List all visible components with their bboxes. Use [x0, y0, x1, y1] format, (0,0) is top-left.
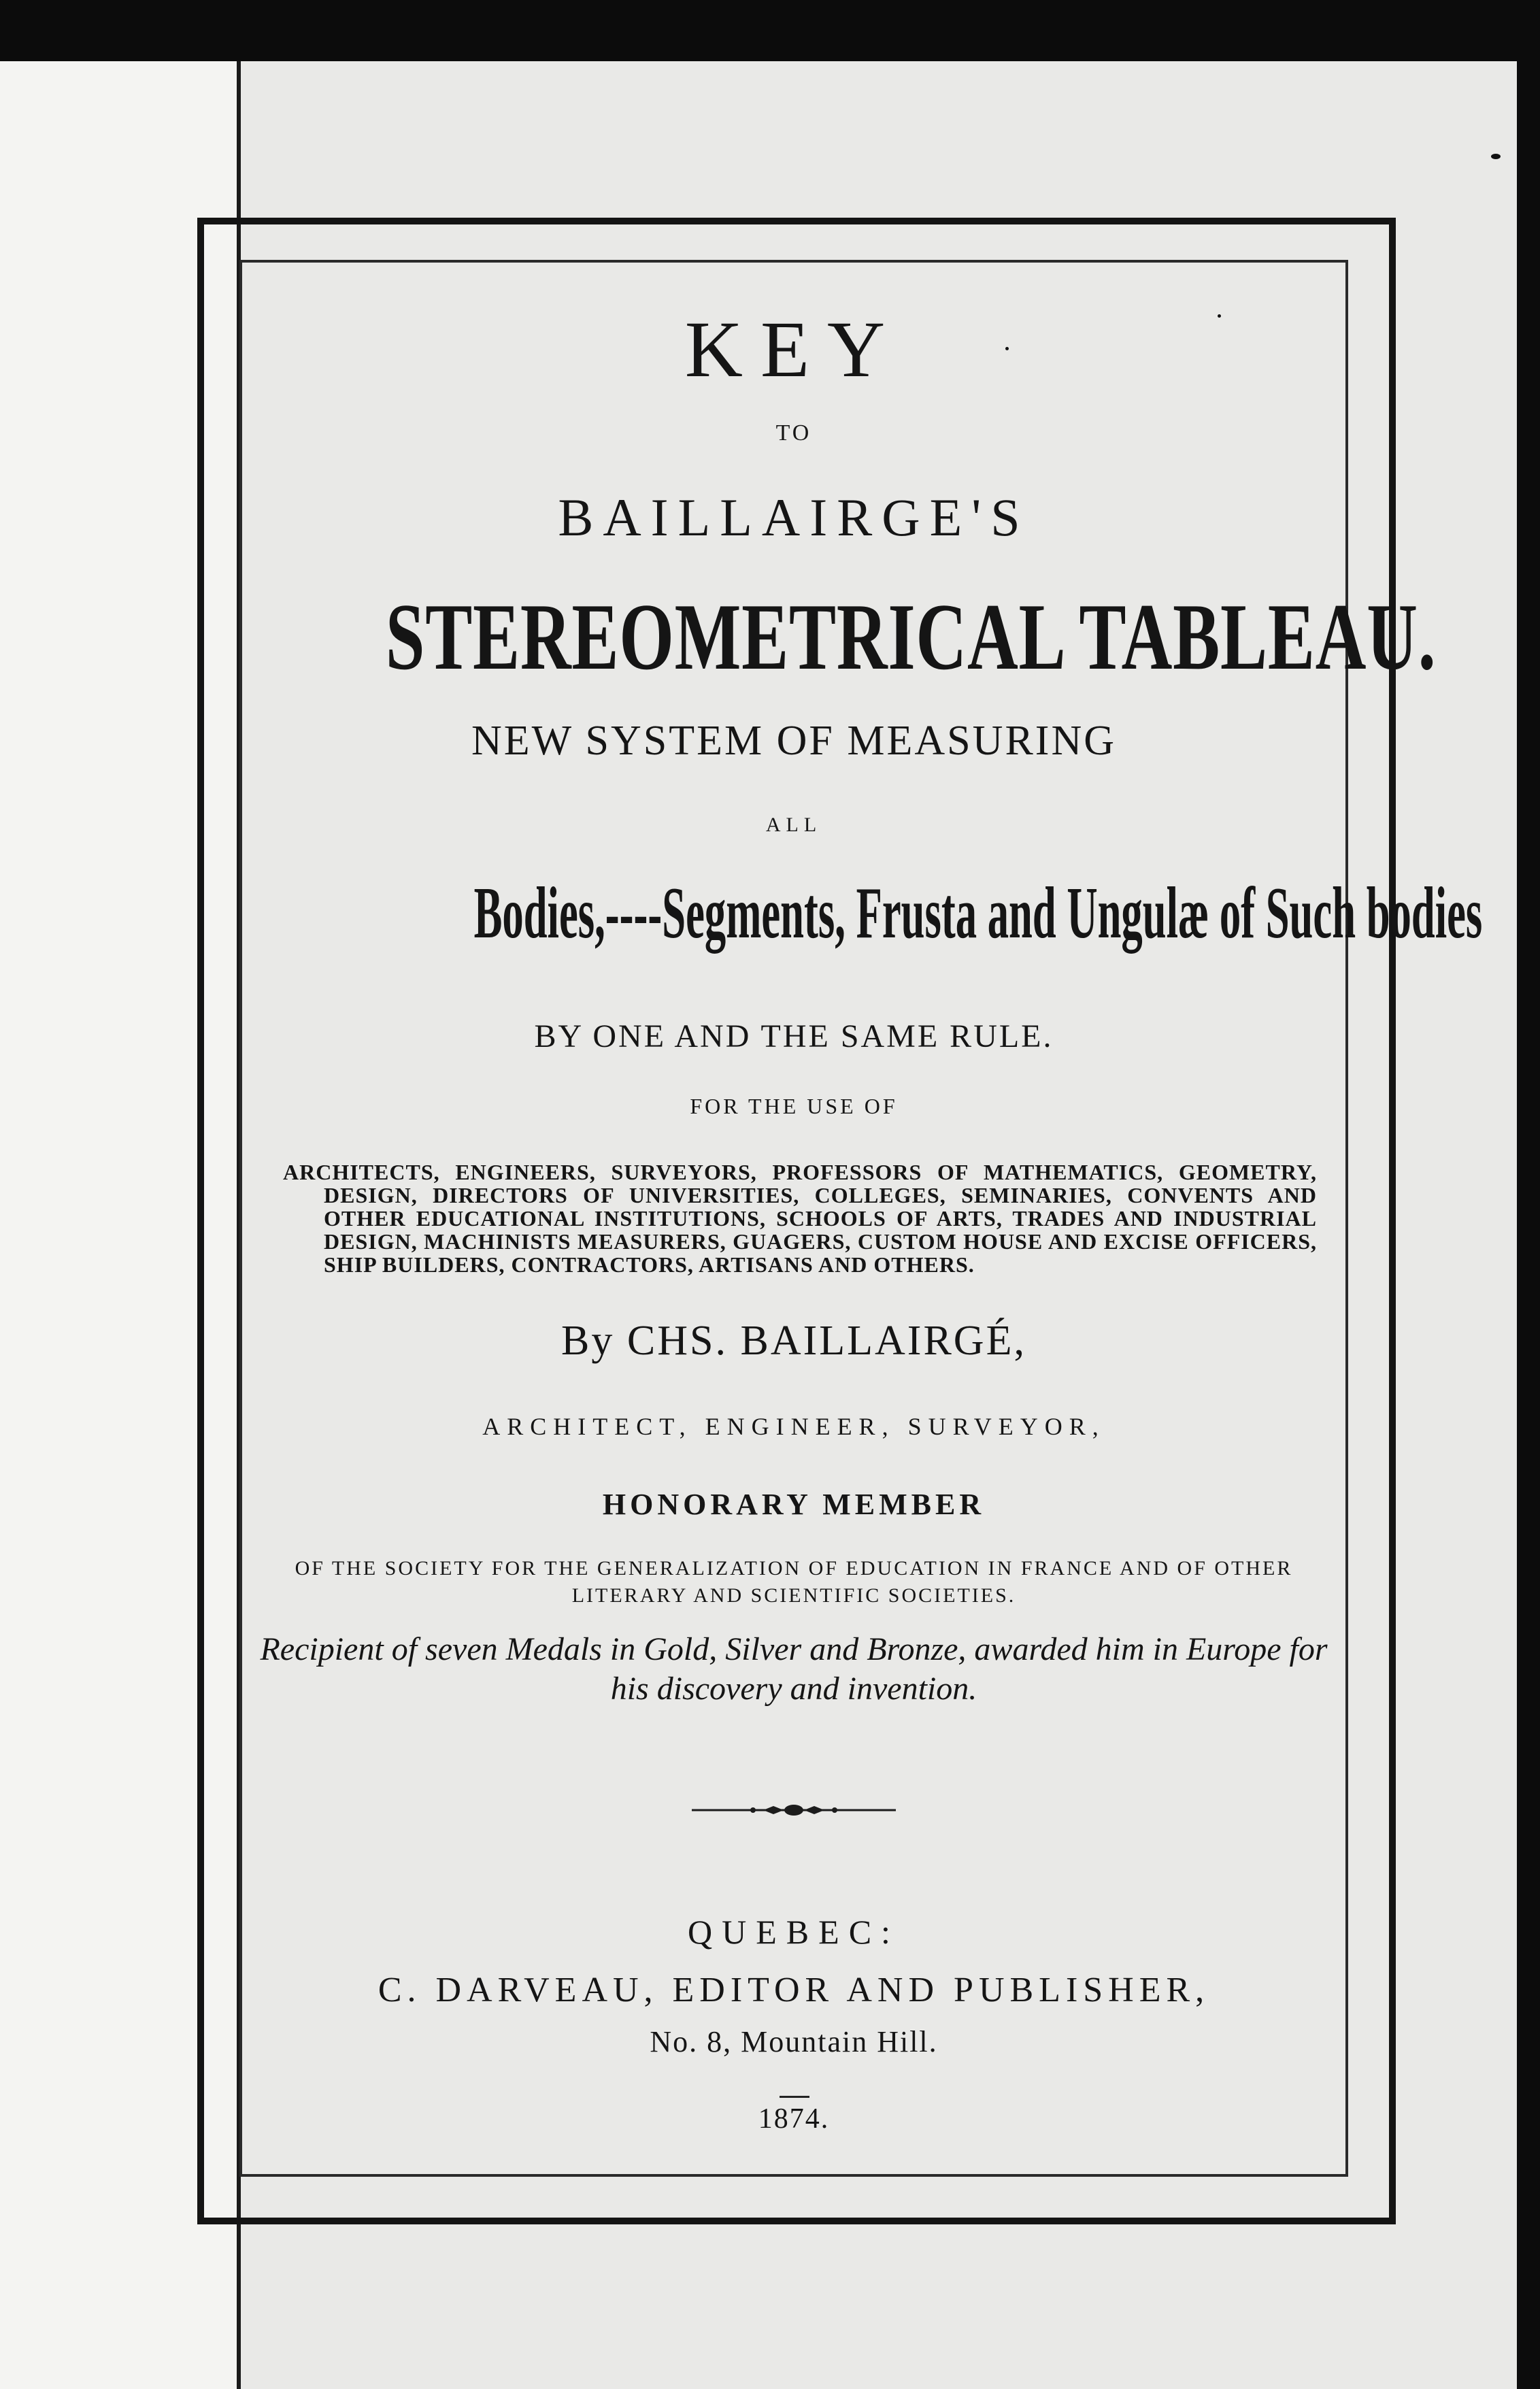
author-possessive-heading: BAILLAIRGE'S	[558, 488, 1030, 547]
recipient-paragraph: Recipient of seven Medals in Gold, Silver and Bronze, awarded him in Europe for his discovery and invention.	[260, 1631, 1328, 1707]
year-rule-divider	[780, 2096, 809, 2098]
honorary-member-line: HONORARY MEMBER	[602, 1488, 986, 1521]
scan-speck	[1491, 154, 1501, 159]
title-page-content	[242, 263, 1483, 2174]
bodies-line: Bodies,----Segments, Frusta and Ungulæ of Such bodies	[473, 873, 1483, 954]
for-use-line: FOR THE USE OF	[690, 1094, 898, 1118]
publication-year: 1874.	[758, 2103, 830, 2135]
society-paragraph: OF THE SOCIETY FOR THE GENERALIZATION OF EDUCATION IN FRANCE AND OF OTHER LITERARY AND SCIENTIFIC SOCIETIES.	[295, 1557, 1293, 1607]
place-line: QUEBEC:	[688, 1913, 900, 1951]
main-title: STEREOMETRICAL TABLEAU.	[385, 584, 1437, 690]
to-line: TO	[775, 420, 812, 446]
rule-line: BY ONE AND THE SAME RULE.	[534, 1018, 1054, 1054]
subtitle: NEW SYSTEM OF MEASURING	[471, 718, 1116, 764]
all-line: ALL	[765, 814, 822, 836]
address-line: No. 8, Mountain Hill.	[650, 2025, 938, 2058]
professions-paragraph: ARCHITECTS, ENGINEERS, SURVEYORS, PROFESSORS OF MATHEMATICS, GEOMETRY, DESIGN, DIRECTORS OF UNIVERSITIES, COLLEGES, SEMINARIES, CONVENTS AND OTHER EDUCATIONAL INSTITUTIONS, SCHOOLS OF ARTS, TRADES AND INDUSTRIAL DESIGN, MACHINISTS MEASURERS, GUAGERS, CUSTOM HOUSE AND EXCISE OFFICERS, SHIP BUILDERS, CONTRACTORS, ARTISANS AND OTHERS.	[283, 1160, 1317, 1277]
author-titles: ARCHITECT, ENGINEER, SURVEYOR,	[482, 1413, 1105, 1440]
ornament-divider	[242, 1800, 1345, 1820]
author-line: By CHS. BAILLAIRGÉ,	[561, 1318, 1026, 1364]
publisher-line: C. DARVEAU, EDITOR AND PUBLISHER,	[378, 1971, 1210, 2009]
key-heading: KEY	[684, 305, 903, 394]
typographic-ornament-icon	[692, 1800, 896, 1820]
